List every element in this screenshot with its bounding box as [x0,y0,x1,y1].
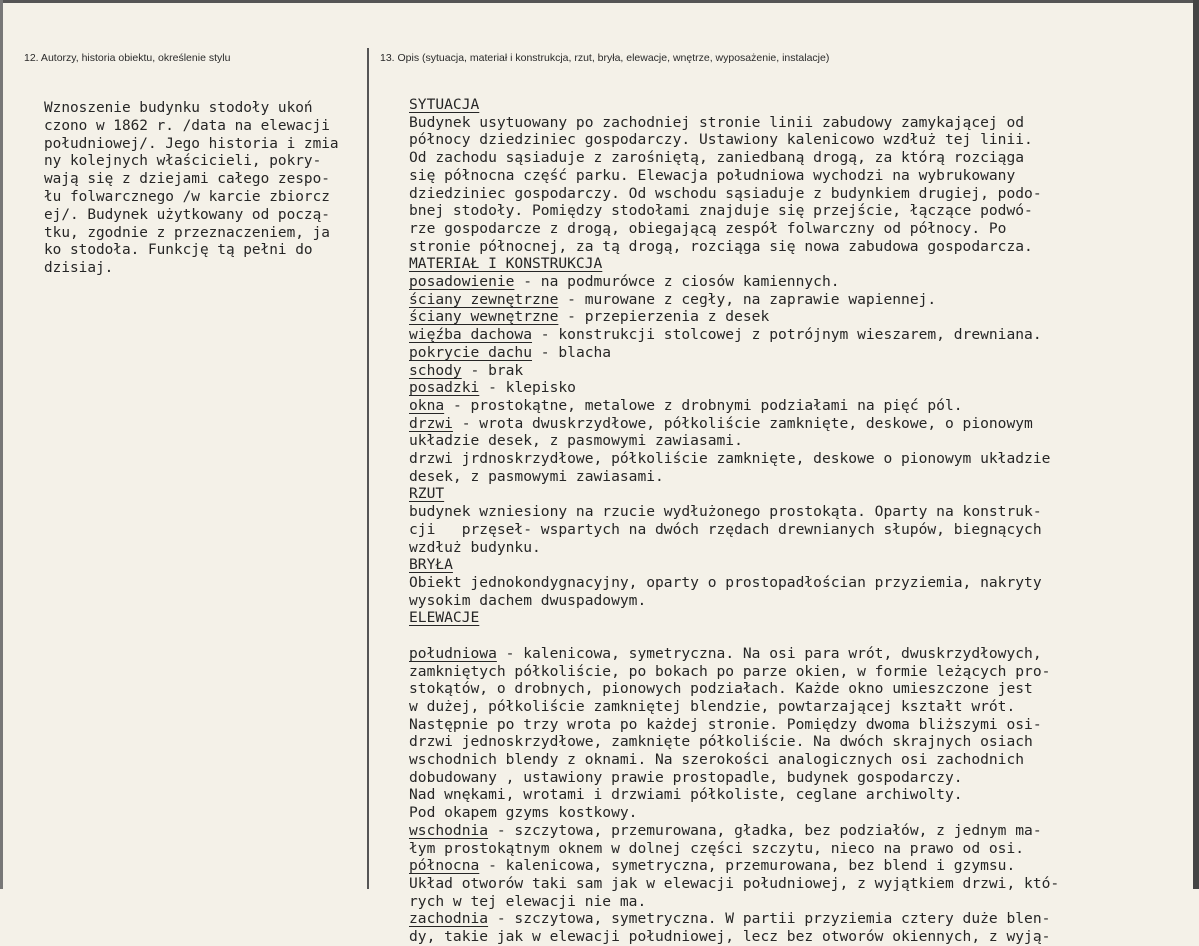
line-text: - prostokątne, metalowe z drobnymi podziałami na pięć pól. [444,396,963,414]
underlined-heading: wschodnia [409,821,489,839]
underlined-heading: południowa [409,644,497,662]
description-text [409,96,1059,946]
underlined-heading: północna [409,857,480,875]
description-line [409,468,664,485]
description-line [409,733,1033,750]
line-text: dy, takie jak w elewacji południowej, lecz bez otworów okiennych, z wyją- [409,928,1051,946]
history-line: ej/. Budynek użytkowany od począ- [44,206,330,223]
description-line [409,680,1033,697]
description-line [409,875,1059,892]
line-text: - kalenicowa, symetryczna, przemurowana, bez blend i gzymsu. [479,857,1016,875]
underlined-heading: okna [409,396,445,414]
underlined-heading: ściany wewnętrzne [409,308,559,326]
line-text: Nad wnękami, wrotami i drzwiami półkoliste, ceglane archiwolty. [409,786,963,804]
line-text: Od zachodu sąsiaduje z zarośniętą, zaniedbaną drogą, za którą rozciąga [409,149,1025,167]
page-border-left [0,0,3,889]
description-line [409,556,453,573]
description-line [409,751,1024,768]
line-text: rze gospodarcze z drogą, obiegającą zespół folwarczny od północy. Po [409,219,1007,237]
description-line [409,255,602,272]
line-text: Następnie po trzy wrota po każdej stronie. Pomiędzy dwoma bliższymi osi- [409,715,1042,733]
underlined-heading: więźba dachowa [409,326,533,344]
history-text [44,100,339,278]
description-line [409,804,637,821]
history-line: łu folwarcznego /w karcie zbiorcz [44,188,330,205]
history-line: tku, zgodnie z przeznaczeniem, ja [44,224,330,241]
description-line [409,220,1006,237]
line-text: - na podmurówce z ciosów kamiennych. [514,273,840,291]
history-line: dzisiaj. [44,260,114,277]
line-text: rych w tej elewacji nie ma. [409,892,647,910]
line-text: północy dziedziniec gospodarczy. Ustawiony kalenicowo wzdłuż tej linii. [409,131,1033,149]
underlined-heading: schody [409,361,462,379]
line-text: drzwi jednoskrzydłowe, zamknięte półkoliście. Na dwóch skrajnych osiach [409,733,1033,751]
section-13-header: 13. Opis (sytuacja, materiał i konstrukcja, rzut, bryła, elewacje, wnętrze, wyposażenie, instalacje) [380,52,830,64]
line-text: bnej stodoły. Pomiędzy stodołami znajduje się przejście, łączące podwó- [409,202,1033,220]
line-text: - brak [461,361,524,379]
column-divider [367,48,369,889]
description-line [409,96,479,113]
history-line: południowej/. Jego historia i zmia [44,135,339,152]
history-line: czono w 1862 r. /data na elewacji [44,117,330,134]
description-line [409,698,1015,715]
line-text: dobudowany , ustawiony prawie prostopadle, budynek gospodarczy. [409,768,963,786]
underlined-heading: SYTUACJA [409,96,480,113]
line-text: zamkniętych półkoliście, po bokach po parze okien, w formie leżących pro- [409,662,1051,680]
history-line: wają się z dziejami całego zespo- [44,171,330,188]
description-line [409,928,1050,945]
description-line [409,609,479,626]
underlined-heading: zachodnia [409,910,489,928]
line-text: - szczytowa, przemurowana, gładka, bez podziałów, z jednym ma- [488,821,1042,839]
description-line [409,592,646,609]
page-border-right [1193,0,1199,889]
line-text: cji przęseł- wspartych na dwóch rzędach drewnianych słupów, biegnących [409,520,1042,538]
line-text: - konstrukcji stolcowej z potrójnym wieszarem, drewniana. [532,326,1042,344]
description-line [409,291,936,308]
history-line: Wznoszenie budynku stodoły ukoń [44,100,313,116]
underlined-heading: pokrycie dachu [409,343,533,361]
line-text: w dużej, półkoliście zamkniętej blendzie, powtarzającej kształt wrót. [409,697,1016,715]
description-line [409,238,1033,255]
underlined-heading: drzwi [409,414,453,432]
line-text: - wrota dwuskrzydłowe, półkoliście zamknięte, deskowe, o pionowym [452,414,1033,432]
description-line [409,822,1042,839]
description-line [409,432,743,449]
description-line [409,114,1024,131]
description-line [409,379,576,396]
description-line [409,326,1042,343]
line-text: wzdłuż budynku. [409,538,541,556]
description-line [409,344,611,361]
line-text: - klepisko [479,379,576,397]
line-text: Obiekt jednokondygnacyjny, oparty o prostopadłościan przyziemia, nakryty [409,573,1042,591]
description-line [409,645,1042,662]
description-line [409,362,523,379]
line-text: wysokim dachem dwuspadowym. [409,591,647,609]
line-text: stokątów, o drobnych, pionowych podziałach. Każde okno umieszczone jest [409,680,1033,698]
line-text: - szczytowa, symetryczna. W partii przyziemia cztery duże blen- [488,910,1051,928]
description-line [409,185,1042,202]
underlined-heading: posadzki [409,379,480,397]
line-text: układzie desek, z pasmowymi zawiasami. [409,432,743,450]
description-line [409,769,963,786]
description-line [409,415,1033,432]
underlined-heading: RZUT [409,485,445,503]
line-text: desek, z pasmowymi zawiasami. [409,467,664,485]
line-text: Układ otworów taki sam jak w elewacji południowej, z wyjątkiem drzwi, któ- [409,874,1060,892]
description-line [409,202,1033,219]
line-text: wschodnich blendy z oknami. Na szerokości analogicznych osi zachodnich [409,751,1025,769]
description-line [409,857,1015,874]
underlined-heading: ściany zewnętrzne [409,290,559,308]
description-line [409,663,1050,680]
line-text: - przepierzenia z desek [558,308,770,326]
history-line: ny kolejnych właścicieli, pokry- [44,153,322,170]
description-line [409,308,769,325]
description-line [409,893,646,910]
description-line [409,485,444,502]
description-line [409,840,1024,857]
line-text: - kalenicowa, symetryczna. Na osi para wrót, dwuskrzydłowych, [496,644,1042,662]
description-line [409,167,1015,184]
description-line [409,397,963,414]
description-line [409,450,1050,467]
line-text: łym prostokątnym oknem w dolnej części szczytu, nieco na prawo od osi. [409,839,1025,857]
underlined-heading: BRYŁA [409,556,453,574]
line-text: - murowane z cegły, na zaprawie wapiennej. [558,290,937,308]
description-line [409,716,1042,733]
description-line [409,521,1042,538]
line-text: stronie północnej, za tą drogą, rozciąga się nowa zabudowa gospodarcza. [409,237,1033,255]
line-text: się północna część parku. Elewacja południowa wychodzi na wybrukowany [409,166,1016,184]
description-line [409,273,840,290]
underlined-heading: posadowienie [409,273,515,291]
description-line [409,786,963,803]
line-text: dziedziniec gospodarczy. Od wschodu sąsiaduje z budynkiem drugiej, podo- [409,184,1042,202]
line-text: Budynek usytuowany po zachodniej stronie linii zabudowy zamykającej od [409,113,1025,131]
page-border-top [0,0,1199,3]
description-line [409,149,1024,166]
underlined-heading: MATERIAŁ I KONSTRUKCJA [409,255,603,273]
section-12-header: 12. Autorzy, historia obiektu, określenie stylu [24,52,231,64]
line-text: - blacha [532,343,612,361]
underlined-heading: ELEWACJE [409,609,480,627]
description-line [409,574,1042,591]
history-line: ko stodoła. Funkcję tą pełni do [44,242,313,259]
description-line [409,539,541,556]
line-text: Pod okapem gzyms kostkowy. [409,804,638,822]
description-line [409,910,1050,927]
description-line [409,131,1033,148]
line-text: drzwi jrdnoskrzydłowe, półkoliście zamknięte, deskowe o pionowym układzie [409,450,1051,468]
description-line [409,503,1042,520]
line-text: budynek wzniesiony na rzucie wydłużonego prostokąta. Oparty na konstruk- [409,503,1042,521]
